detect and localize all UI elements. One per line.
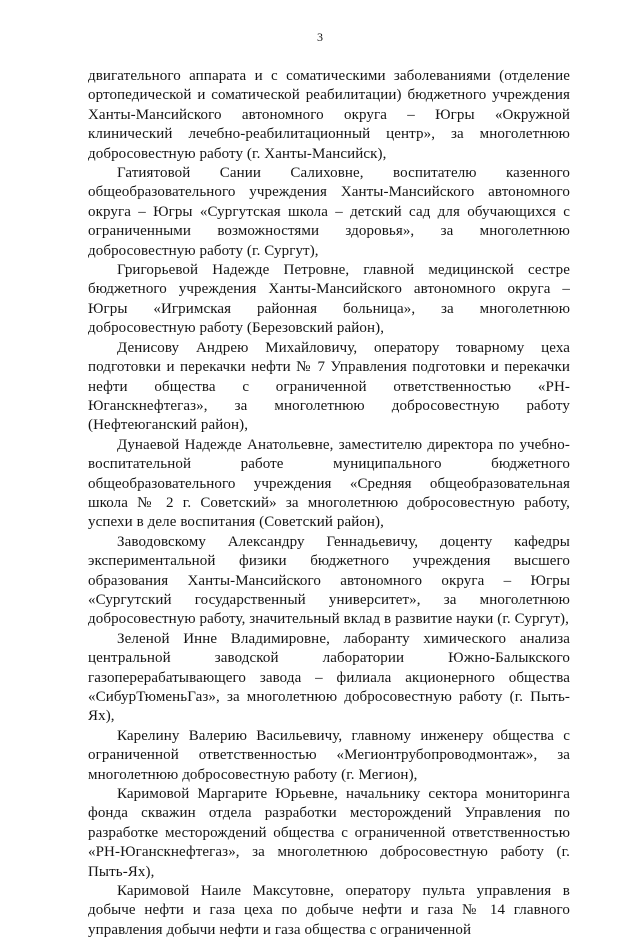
paragraph-karimova-naila: Каримовой Наиле Максутовне, оператору пульта управления в добыче нефти и газа цеха по добыче нефти и газа № 14 главного управления добычи нефти и газа общества с ограниченной xyxy=(88,883,570,938)
document-body xyxy=(88,67,570,940)
paragraph-gatiyatova: Гатиятовой Сании Салиховне, воспитателю казенного общеобразовательного учреждения Ханты-Мансийского автономного округа – Югры «Сургутская школа – детский сад для обучающихся с ограниченными возможностями здоровья», за многолетнюю добросовестную работу (г. Сургут), xyxy=(88,165,570,259)
paragraph-zelenaya: Зеленой Инне Владимировне, лаборанту химического анализа центральной заводской лаборатории Южно-Балыкского газоперерабатывающего завода – филиала акционерного общества «СибурТюменьГаз», за многолетнюю добросовестную работу (г. Пыть-Ях), xyxy=(88,630,570,725)
paragraph-denisov: Денисову Андрею Михайловичу, оператору товарному цеха подготовки и перекачки нефти № 7 Управления подготовки и перекачки нефти общества с ограниченной ответственностью «РН-Юганскнефтегаз», за многолетнюю добросовестную работу (Нефтеюганский район), xyxy=(88,339,570,434)
paragraph-continuation: двигательного аппарата и с соматическими заболеваниями (отделение ортопедической и соматической реабилитации) бюджетного учреждения Ханты-Мансийского автономного округа – Югры «Окружной клинический лечебно-реабилитационный центр», за многолетнюю добросовестную работу (г. Ханты-Мансийск), xyxy=(88,68,570,162)
paragraph-zavodovsky: Заводовскому Александру Геннадьевичу, доценту кафедры экспериментальной физики бюджетного учреждения высшего образования Ханты-Мансийского автономного округа – Югры «Сургутский государственный университет», за многолетнюю добросовестную работу, значительный вклад в развитие науки (г. Сургут), xyxy=(88,533,570,628)
paragraph-karimova-margarita: Каримовой Маргарите Юрьевне, начальнику сектора мониторинга фонда скважин отдела разработки месторождений Управления по разработке месторождений общества с ограниченной ответственностью «РН-Юганскнефтегаз», за многолетнюю добросовестную работу (г. Пыть-Ях), xyxy=(88,786,570,880)
paragraph-karelin: Карелину Валерию Васильевичу, главному инженеру общества с ограниченной ответственностью «Мегионтрубопроводмонтаж», за многолетнюю добросовестную работу (г. Мегион), xyxy=(88,727,570,783)
page-number: 3 xyxy=(317,30,323,44)
paragraph-grigoryeva: Григорьевой Надежде Петровне, главной медицинской сестре бюджетного учреждения Ханты-Мансийского автономного округа – Югры «Игримская районная больница», за многолетнюю добросовестную работу (Березовский район), xyxy=(88,262,570,337)
paragraph-dunaeva: Дунаевой Надежде Анатольевне, заместителю директора по учебно-воспитательной работе муниципального бюджетного общеобразовательного учреждения «Средняя общеобразовательная школа № 2 г. Советский» за многолетнюю добросовестную работу, успехи в деле воспитания (Советский район), xyxy=(88,436,570,531)
